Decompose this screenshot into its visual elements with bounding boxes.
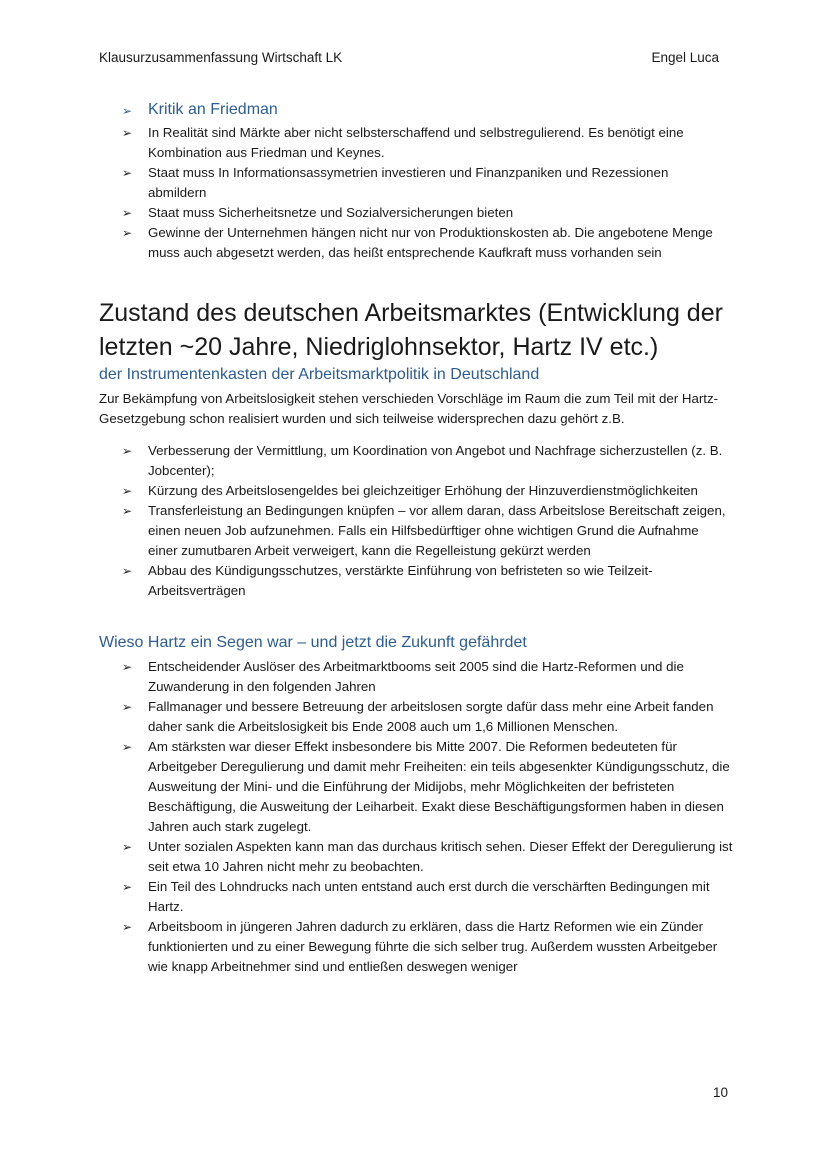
list-item (122, 501, 728, 561)
arrow-bullet-icon: ➢ (122, 126, 133, 140)
arrow-bullet-icon: ➢ (122, 484, 133, 498)
list-item-text: Entscheidender Auslöser des Arbeitmarktbooms seit 2005 sind die Hartz-Reformen und die Zuwanderung in den folgenden Jahren (148, 659, 684, 694)
header-author: Engel Luca (651, 50, 719, 65)
list-item-text: Unter sozialen Aspekten kann man das durchaus kritisch sehen. Dieser Effekt der Deregulierung ist seit etwa 10 Jahren nicht mehr zu beobachten. (148, 839, 733, 874)
section-hartz-segen (122, 657, 738, 977)
bullet-list (122, 441, 728, 601)
list-item-text: Staat muss In Informationsassymetrien investieren und Finanzpaniken und Rezessionen abmildern (148, 165, 669, 200)
arrow-bullet-icon: ➢ (122, 504, 133, 518)
section-kritik-friedman (122, 99, 728, 263)
list-item (122, 481, 728, 501)
list-item (122, 163, 728, 203)
list-item-text: Kürzung des Arbeitslosengeldes bei gleichzeitiger Erhöhung der Hinzuverdienstmöglichkeiten (148, 483, 698, 498)
arrow-bullet-icon: ➢ (122, 660, 133, 674)
list-item-text: Am stärksten war dieser Effekt insbesondere bis Mitte 2007. Die Reformen bedeuteten für Arbeitgeber Deregulierung und damit mehr Freiheiten: ein teils abgesenkter Kündigungsschutz, die Ausweitung der Mini- und die Einführung der Midijobs, mehr Möglichkeiten der befristeten Beschäftigung, die Ausweitung der Leiharbeit. Exakt diese Beschäftigungsformen haben in diesen Jahren auch stark zugelegt. (148, 739, 730, 834)
subheading-text: Kritik an Friedman (148, 101, 278, 118)
arrow-bullet-icon: ➢ (122, 226, 133, 240)
arrow-bullet-icon: ➢ (122, 206, 133, 220)
arrow-bullet-icon: ➢ (122, 444, 133, 458)
main-heading: Zustand des deutschen Arbeitsmarktes (Entwicklung der letzten ~20 Jahre, Niedriglohnsektor, Hartz IV etc.) (99, 299, 723, 361)
list-item (122, 441, 728, 481)
list-item (122, 203, 728, 223)
list-item-text: Gewinne der Unternehmen hängen nicht nur von Produktionskosten ab. Die angebotene Menge muss auch abgesetzt werden, das heißt entsprechende Kaufkraft muss vorhanden sein (148, 225, 713, 260)
list-item-text: Transferleistung an Bedingungen knüpfen – vor allem daran, dass Arbeitslose Bereitschaft zeigen, einen neuen Job aufzunehmen. Falls ein Hilfsbedürftiger ohne wichtigen Grund die Aufnahme einer zumutbaren Arbeit verweigert, kann die Regelleistung gekürzt werden (148, 503, 726, 558)
arrow-bullet-icon: ➢ (122, 564, 133, 578)
bullet-list (122, 99, 728, 263)
arrow-bullet-icon: ➢ (122, 840, 133, 854)
list-item-text: Staat muss Sicherheitsnetze und Sozialversicherungen bieten (148, 205, 514, 220)
subheading-kritik-friedman (122, 99, 728, 121)
list-item-text: Fallmanager und bessere Betreuung der arbeitslosen sorgte dafür dass mehr eine Arbeit fanden daher sank die Arbeitslosigkeit bis Ende 2008 auch um 1,6 Millionen Menschen. (148, 699, 714, 734)
list-item-text: Ein Teil des Lohndrucks nach unten entstand auch erst durch die verschärften Bedingungen mit Hartz. (148, 879, 710, 914)
list-item (122, 737, 738, 837)
list-item-text: Arbeitsboom in jüngeren Jahren dadurch zu erklären, dass die Hartz Reformen wie ein Zünder funktionierten und zu einer Bewegung führte die sich selber trug. Außerdem wussten Arbeitgeber wie knapp Arbeitnehmer sind und entließen deswegen weniger (148, 919, 718, 974)
page-number: 10 (713, 1085, 729, 1100)
list-item (122, 877, 738, 917)
list-item (122, 223, 728, 263)
arrow-bullet-icon: ➢ (122, 880, 133, 894)
list-item-text: Verbesserung der Vermittlung, um Koordination von Angebot und Nachfrage sicherzustellen (z. B. Jobcenter); (148, 443, 723, 478)
list-item (122, 917, 738, 977)
header-title: Klausurzusammenfassung Wirtschaft LK (99, 50, 343, 65)
list-item (122, 657, 738, 697)
arrow-bullet-icon: ➢ (122, 166, 133, 180)
list-item (122, 697, 738, 737)
page-header (99, 50, 719, 65)
bullet-list (122, 657, 738, 977)
arrow-bullet-icon: ➢ (122, 740, 133, 754)
list-item-text: Abbau des Kündigungsschutzes, verstärkte Einführung von befristeten so wie Teilzeit-Arbeitsverträgen (148, 563, 653, 598)
list-item-text: In Realität sind Märkte aber nicht selbsterschaffend und selbstregulierend. Es benötigt eine Kombination aus Friedman und Keynes. (148, 125, 684, 160)
intro-paragraph: Zur Bekämpfung von Arbeitslosigkeit stehen verschieden Vorschläge im Raum die zum Teil mit der Hartz-Gesetzgebung schon realisiert wurden und sich teilweise widersprechen dazu gehört z.B. (99, 391, 719, 426)
section-instrumentenkasten (122, 441, 728, 601)
list-item (122, 123, 728, 163)
list-item (122, 837, 738, 877)
list-item (122, 561, 728, 601)
heading-hartz-segen: Wieso Hartz ein Segen war – und jetzt die Zukunft gefährdet (99, 634, 527, 651)
arrow-bullet-icon: ➢ (122, 700, 133, 714)
arrow-bullet-icon: ➢ (122, 920, 133, 934)
arrow-bullet-icon: ➢ (122, 104, 133, 118)
heading-instrumentenkasten: der Instrumentenkasten der Arbeitsmarktpolitik in Deutschland (99, 366, 540, 383)
